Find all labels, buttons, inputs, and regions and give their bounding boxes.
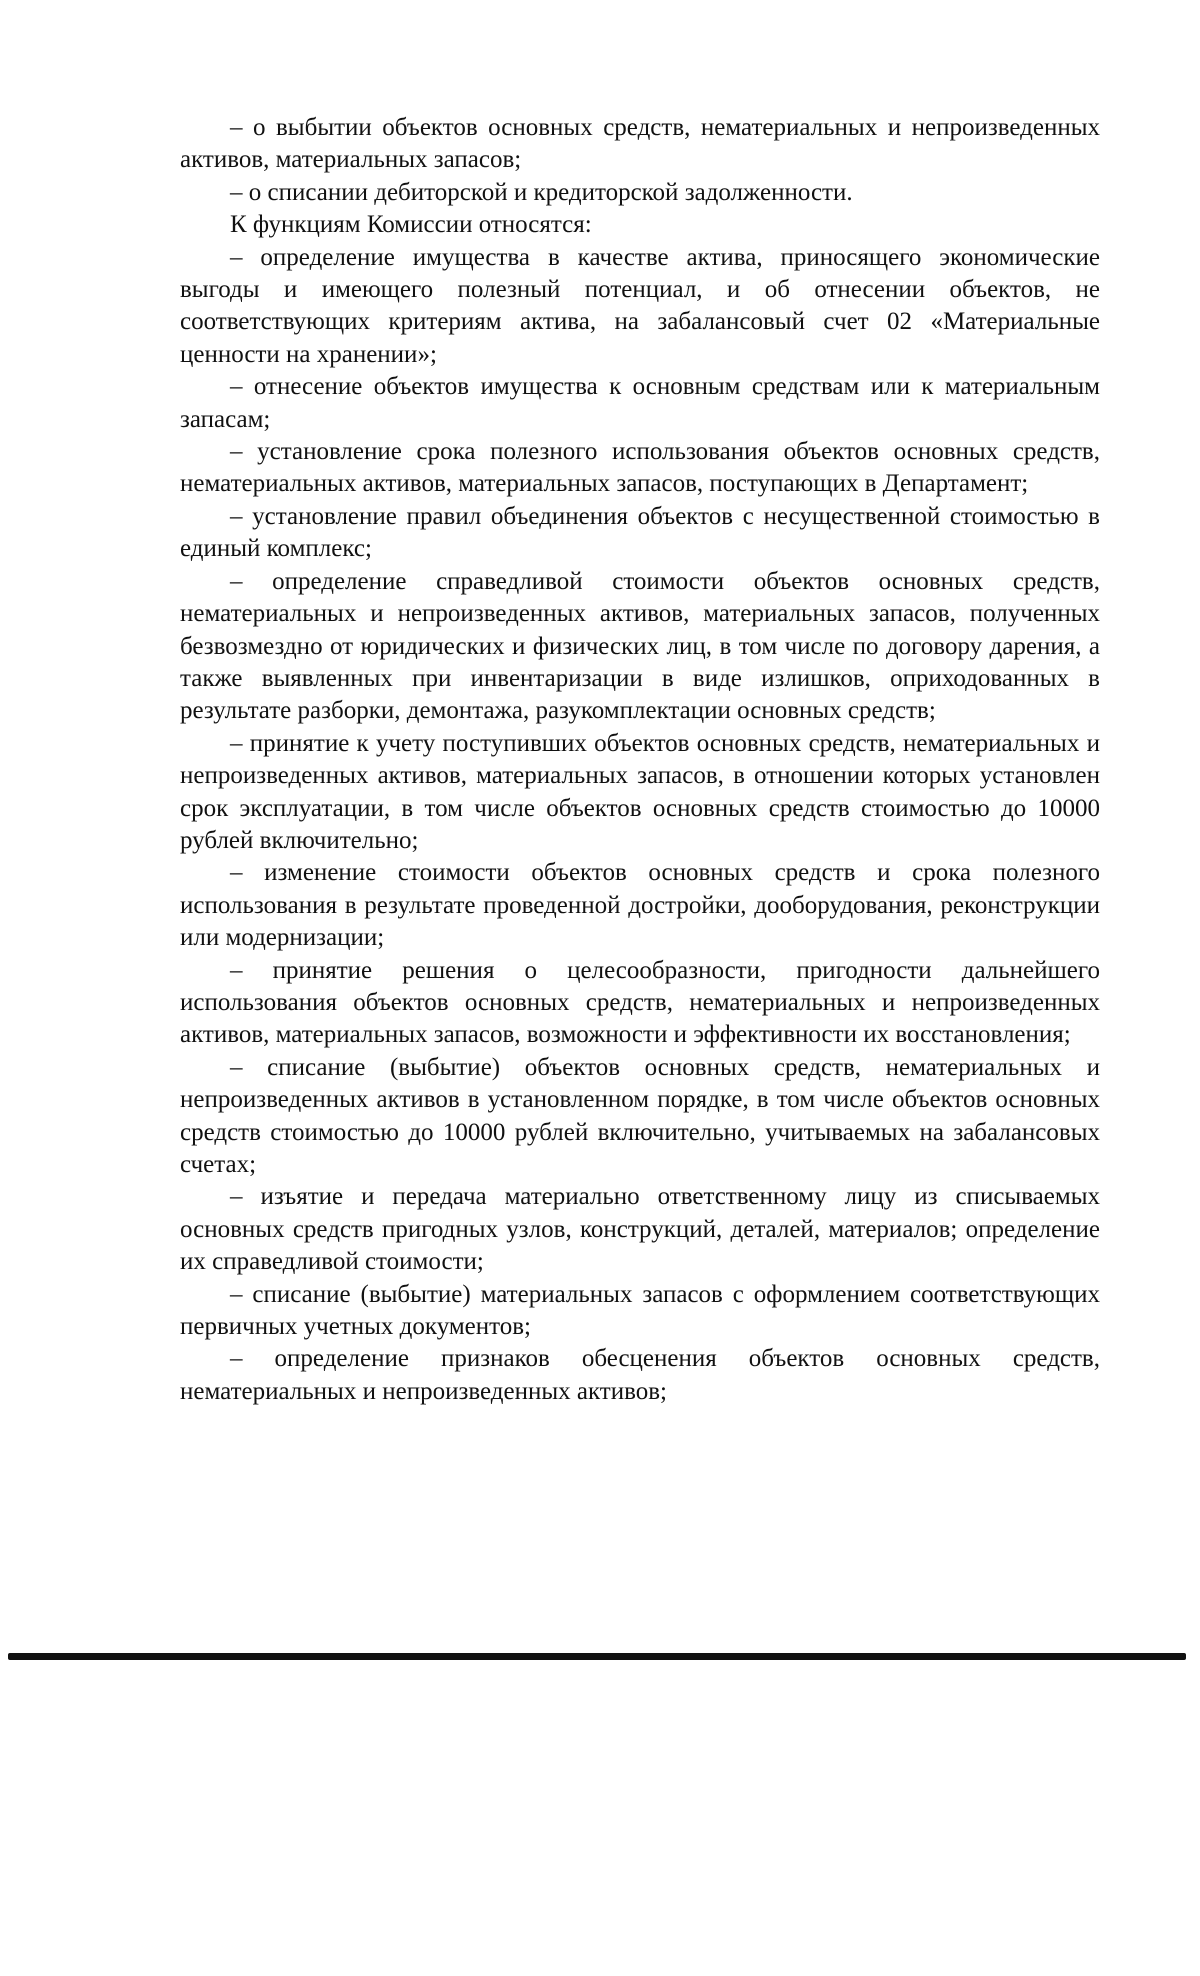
page-bottom-rule	[8, 1653, 1186, 1660]
paragraph-classification: – отнесение объектов имущества к основным средствам или к материальным запасам;	[180, 373, 1100, 433]
paragraph-write-off-debts: – о списании дебиторской и кредиторской задолженности.	[230, 178, 853, 206]
paragraph-write-off-assets: – списание (выбытие) объектов основных средств, нематериальных и непроизведенных активов в установленном порядке, в том числе объектов основных средств стоимостью до 10000 рублей включительно, учитываемых на забалансовых счетах;	[180, 1053, 1100, 1178]
paragraph-fair-value: – определение справедливой стоимости объектов основных средств, нематериальных и непроизведенных активов, материальных запасов, полученных безвозмездно от юридических и физических лиц, в том числе по договору дарения, а также выявленных при инвентаризации в виде излишков, оприходованных в результате разборки, демонтажа, разукомплектации основных средств;	[180, 567, 1100, 725]
paragraph-functions-heading: К функциям Комиссии относятся:	[230, 211, 592, 239]
paragraph-disposal-assets: – о выбытии объектов основных средств, нематериальных и непроизведенных активов, материальных запасов;	[180, 114, 1100, 174]
paragraph-useful-life: – установление срока полезного использования объектов основных средств, нематериальных активов, материальных запасов, поступающих в Департамент;	[180, 438, 1100, 498]
paragraph-impairment: – определение признаков обесценения объектов основных средств, нематериальных и непроизведенных активов;	[180, 1345, 1100, 1405]
paragraph-salvage-transfer: – изъятие и передача материально ответственному лицу из списываемых основных средств пригодных узлов, конструкций, деталей, материалов; определение их справедливой стоимости;	[180, 1183, 1100, 1276]
document-body	[180, 112, 1100, 1408]
paragraph-value-change: – изменение стоимости объектов основных средств и срока полезного использования в результате проведенной достройки, дооборудования, реконструкции или модернизации;	[180, 859, 1100, 952]
paragraph-write-off-inventory: – списание (выбытие) материальных запасов с оформлением соответствующих первичных учетных документов;	[180, 1280, 1100, 1341]
paragraph-asset-definition: – определение имущества в качестве актива, приносящего экономические выгоды и имеющего полезный потенциал, и об отнесении объектов, не соответствующих критериям актива, на забалансовый счет 02 «Материальные ценности на хранении»;	[180, 243, 1100, 368]
paragraph-usability-decision: – принятие решения о целесообразности, пригодности дальнейшего использования объектов основных средств, нематериальных и непроизведенных активов, материальных запасов, возможности и эффективности их восстановления;	[180, 956, 1100, 1049]
paragraph-grouping-rules: – установление правил объединения объектов с несущественной стоимостью в единый комплекс;	[180, 502, 1100, 563]
paragraph-acceptance: – принятие к учету поступивших объектов основных средств, нематериальных и непроизведенных активов, материальных запасов, в отношении которых установлен срок эксплуатации, в том числе объектов основных средств стоимостью до 10000 рублей включительно;	[180, 729, 1100, 854]
